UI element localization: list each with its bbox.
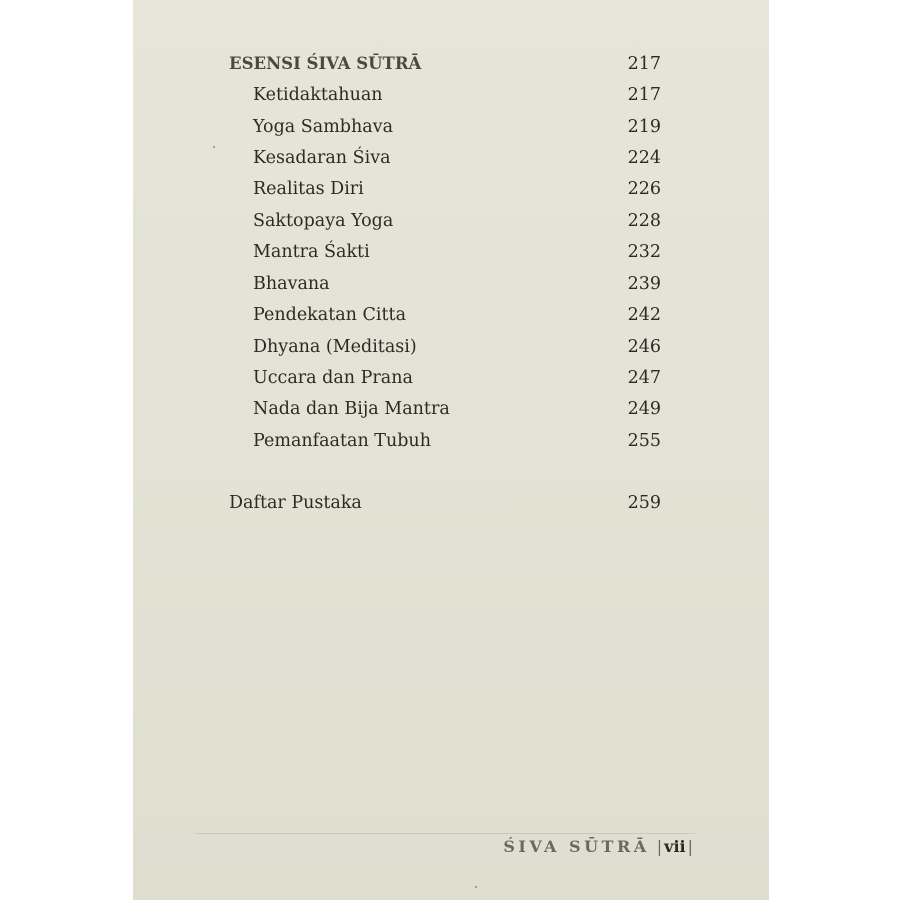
toc-bibliography-title: Daftar Pustaka — [229, 493, 362, 513]
toc-bibliography — [229, 489, 661, 517]
book-page — [133, 0, 769, 900]
toc-entry — [229, 427, 661, 455]
toc-section-title: ESENSI ŚIVA SŪTRĀ — [229, 54, 422, 73]
toc-entry — [229, 113, 661, 141]
toc-entry-page: 246 — [627, 337, 661, 357]
toc-entry — [229, 395, 661, 423]
toc-entry-page: 232 — [627, 242, 661, 262]
toc-entry-title: Bhavana — [253, 274, 330, 294]
toc-entry-title: Dhyana (Meditasi) — [253, 337, 417, 357]
toc-bibliography-page: 259 — [627, 493, 661, 513]
toc-entry-title: Yoga Sambhava — [253, 117, 394, 137]
toc-section-heading — [229, 50, 661, 78]
toc-entry-page: 247 — [627, 368, 661, 388]
page-number: vii — [664, 837, 686, 856]
toc-entry-title: Pemanfaatan Tubuh — [253, 431, 431, 451]
toc-entry — [229, 364, 661, 392]
footer-rule — [195, 833, 695, 834]
toc-entry-page: 224 — [627, 148, 661, 168]
toc-entry — [229, 144, 661, 172]
toc-entry — [229, 207, 661, 235]
toc-entry-page: 219 — [627, 117, 661, 137]
footer-divider: | — [656, 837, 663, 856]
paper-speck — [475, 886, 477, 888]
toc-entry-title: Ketidaktahuan — [253, 85, 383, 105]
toc-entry-page: 249 — [627, 399, 661, 419]
footer-divider: | — [687, 837, 693, 856]
toc-entry-page: 228 — [627, 211, 661, 231]
toc-entry-title: Mantra Śakti — [253, 242, 370, 262]
toc-entry-title: Pendekatan Citta — [253, 305, 406, 325]
toc-entry-title: Nada dan Bija Mantra — [253, 399, 450, 419]
footer-book-title: ŚIVA SŪTRĀ — [503, 837, 650, 856]
toc-entry — [229, 81, 661, 109]
toc-entry-page: 242 — [627, 305, 661, 325]
toc-entry-title: Saktopaya Yoga — [253, 211, 394, 231]
toc-entry-page: 217 — [627, 85, 661, 105]
toc-entry-title: Kesadaran Śiva — [253, 148, 391, 168]
toc-entry-title: Realitas Diri — [253, 179, 364, 199]
running-footer — [503, 836, 695, 858]
toc-entry — [229, 175, 661, 203]
toc-entry — [229, 301, 661, 329]
toc-section-page: 217 — [627, 54, 661, 74]
toc-entry-page: 226 — [627, 179, 661, 199]
toc-entry-title: Uccara dan Prana — [253, 368, 413, 388]
toc-entry — [229, 333, 661, 361]
toc-entry — [229, 270, 661, 298]
toc-entry-page: 255 — [627, 431, 661, 451]
paper-speck — [213, 146, 215, 148]
toc-entry — [229, 238, 661, 266]
toc-entry-page: 239 — [627, 274, 661, 294]
